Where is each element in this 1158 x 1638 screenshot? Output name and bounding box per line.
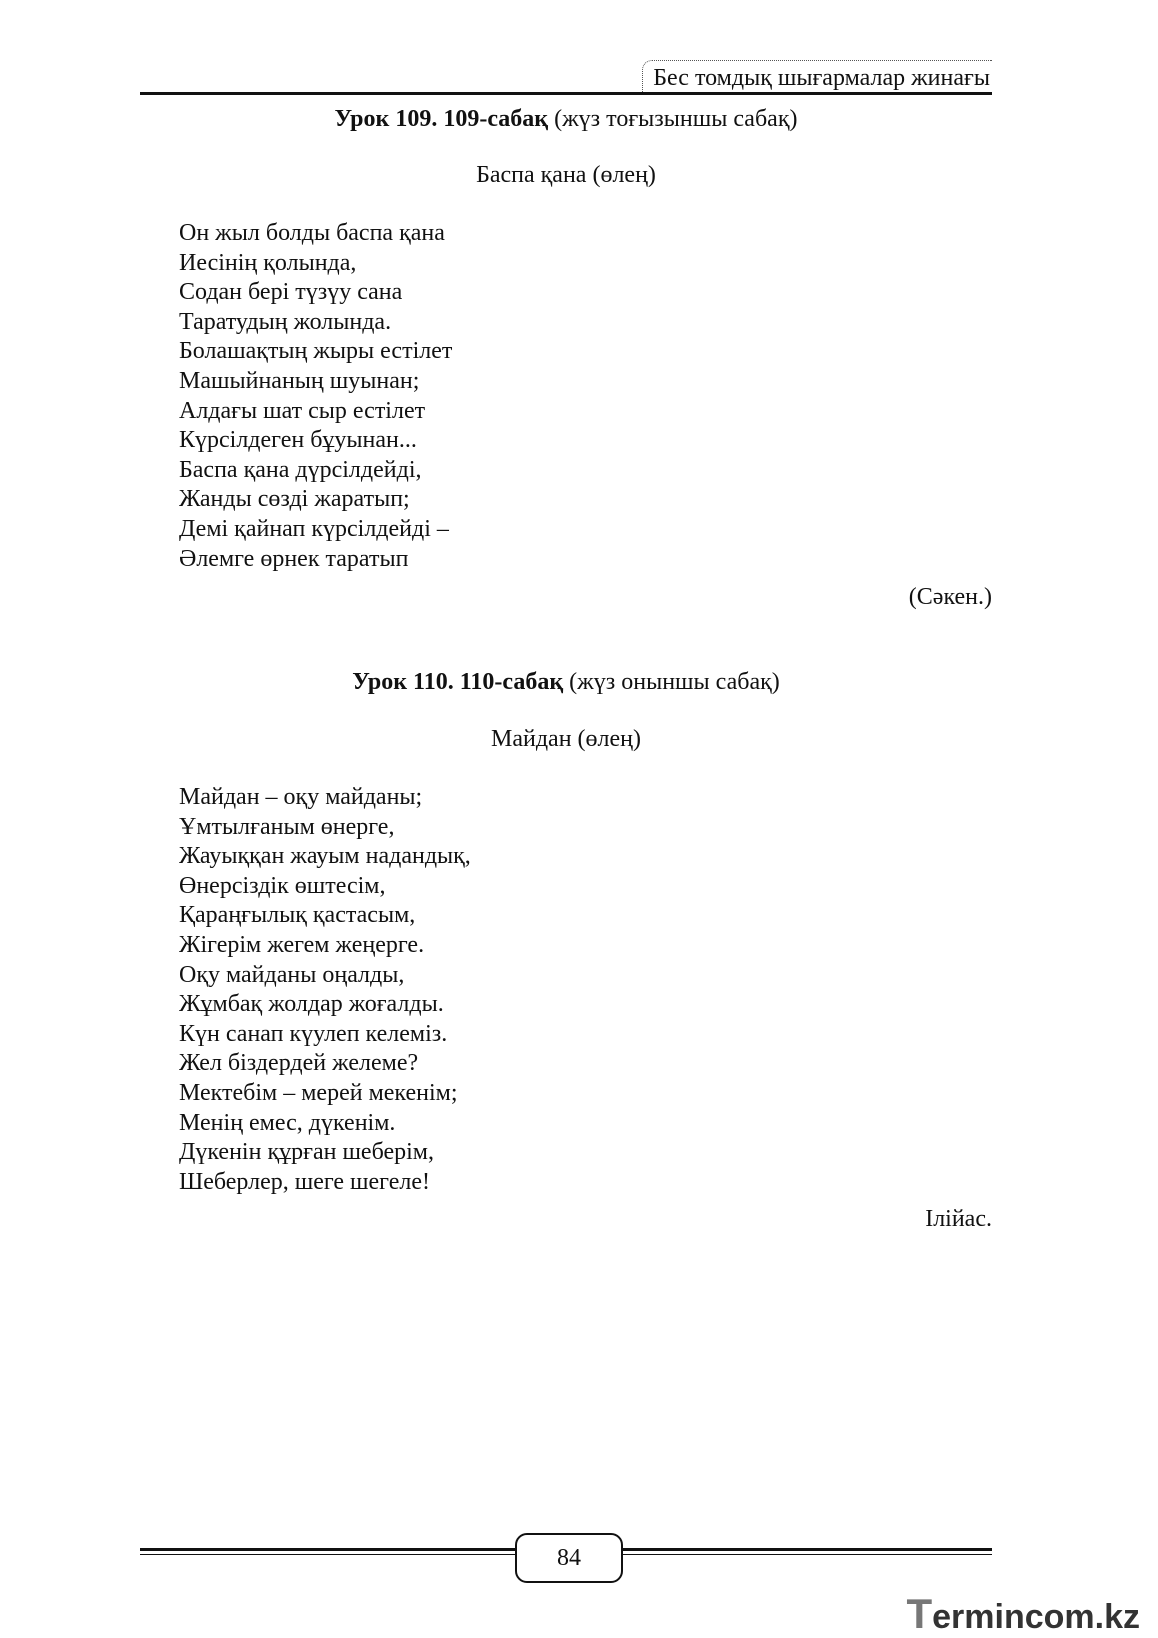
lesson-heading-bold: Урок 110. 110-сабақ [352, 669, 564, 695]
watermark-logo [906, 1590, 1140, 1638]
poem-line: Майдан – оқу майданы; [179, 784, 423, 810]
poem-body [179, 783, 471, 1197]
running-title: Бес томдық шығармалар жинағы [642, 60, 992, 95]
poem-line: Он жыл болды баспа қана [179, 220, 445, 246]
lesson-heading-rest: (жүз тоғызыншы сабақ) [548, 106, 798, 132]
poem-line: Әлемге өрнек таратып [179, 545, 409, 572]
poem-line: Таратудың жолында. [179, 308, 392, 335]
poem-line: Иесінің қолында, [179, 249, 357, 276]
poem-line: Баспа қана дүрсілдейді, [179, 456, 422, 483]
poem-line: Демі қайнап күрсілдейді – [179, 515, 449, 542]
lesson-heading-110 [140, 669, 992, 696]
poem-author: (Сәкен.) [908, 584, 992, 610]
poem-line: Қараңғылық қастасым, [179, 902, 416, 929]
poem-line: Жігерім жегем жеңерге. [179, 931, 425, 958]
poem-line: Мектебім – мерей мекенім; [179, 1079, 458, 1106]
poem-title: Майдан (өлең) [491, 726, 641, 752]
poem-line: Өнерсіздік өштесім, [179, 872, 386, 899]
poem-author: Ілійас. [925, 1206, 992, 1232]
lesson-heading-rest: (жүз оныншы сабақ) [563, 669, 780, 695]
poem-line: Дүкенін құрған шеберім, [179, 1139, 434, 1166]
poem-line: Содан бері түзүу сана [179, 279, 403, 306]
poem-body [179, 219, 452, 574]
header-rule [140, 92, 992, 95]
poem-line: Жауыққан жауым надандық, [179, 843, 471, 870]
watermark-text: ermincom.kz [932, 1598, 1140, 1636]
poem-line: Алдағы шат сыр естілет [179, 397, 426, 424]
lesson-heading-109 [140, 106, 992, 133]
poem-line: Машыйнаның шуынан; [179, 367, 420, 394]
poem-line: Ұмтылғаным өнерге, [179, 813, 395, 840]
running-header [140, 56, 992, 96]
poem-line: Жанды сөзді жаратып; [179, 486, 410, 513]
poem-line: Жұмбақ жолдар жоғалды. [179, 991, 444, 1018]
poem-line: Күн санап күулеп келеміз. [179, 1020, 448, 1047]
poem-title: Баспа қана (өлең) [476, 162, 656, 188]
poem-line: Күрсілдеген бұуынан... [179, 427, 417, 454]
poem-line: Шеберлер, шеге шегеле! [179, 1168, 430, 1195]
poem-line: Оқу майданы оңалды, [179, 961, 405, 988]
page-number: 84 [515, 1533, 623, 1583]
watermark-lead: T [906, 1590, 933, 1637]
lesson-heading-bold: Урок 109. 109-сабақ [334, 106, 549, 132]
poem-line: Болашақтың жыры естілет [179, 338, 453, 365]
poem-line: Жел біздердей желеме? [179, 1050, 419, 1077]
poem-line: Менің емес, дүкенім. [179, 1109, 396, 1136]
